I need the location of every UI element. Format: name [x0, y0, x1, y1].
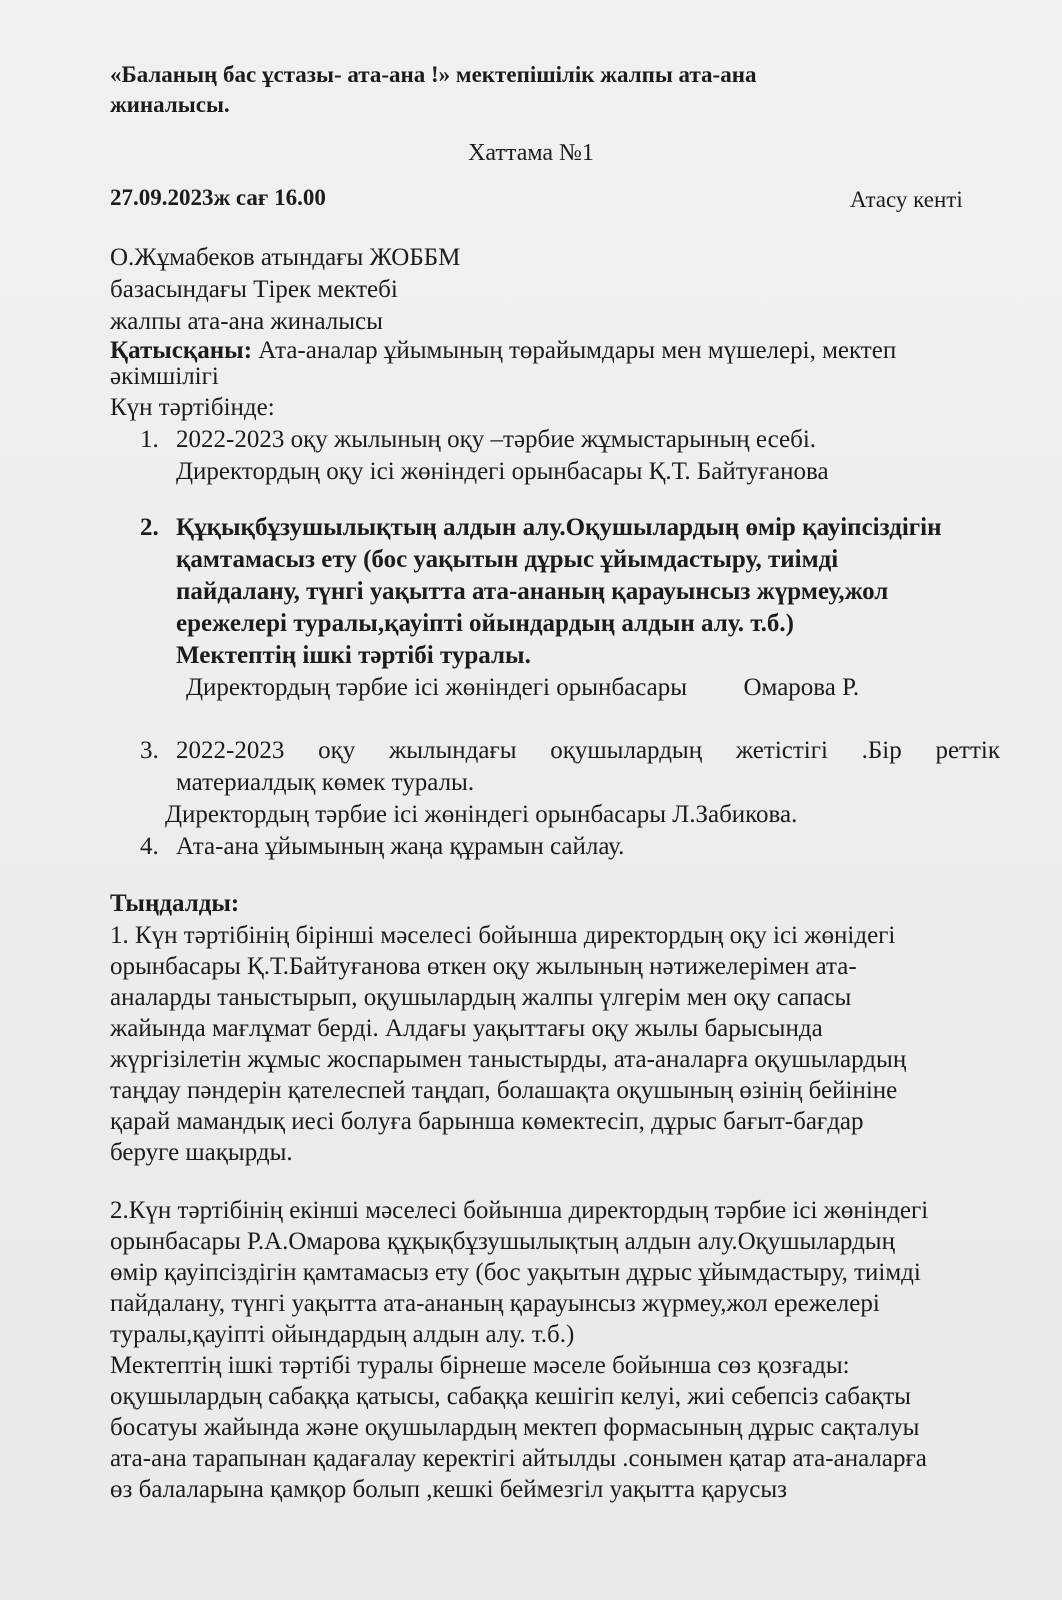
paragraph-line: қарай мамандық иесі болуға барынша көмектесіп, дұрыс бағыт-бағдар — [110, 1108, 864, 1135]
agenda-item-text: қамтамасыз ету (бос уақытын дұрыс ұйымдастыру, тиімді — [176, 546, 839, 573]
agenda-item-responsible: Директордың тәрбие ісі жөніндегі орынбасары Л.Забикова. — [165, 801, 798, 828]
paragraph-line: ата-ана тарапынан қадағалау керектігі айтылды .сонымен қатар ата-аналарға — [110, 1445, 927, 1472]
paragraph-line: таңдау пәндерін қателеспей таңдап, болашақта оқушының өзінің бейініне — [110, 1077, 898, 1104]
attendees-text: әкімшілігі — [110, 363, 219, 390]
paragraph-line: беруге шақырды. — [110, 1139, 293, 1166]
agenda-item — [140, 424, 1000, 488]
agenda-label: Күн тәртібінде: — [110, 394, 275, 421]
agenda-item — [140, 831, 1000, 863]
paragraph-line: пайдалану, түнгі уақытта ата-ананың қарауынсыз жүрмеу,жол ережелері — [110, 1290, 880, 1317]
agenda-item-responsible: Директордың тәрбие ісі жөніндегі орынбасары Омарова Р. — [186, 674, 860, 701]
title-line: жиналысы. — [110, 92, 230, 117]
agenda-item-text: ережелері туралы,қауіпті ойындардың алдын алу. т.б.) — [176, 610, 794, 637]
attendees-block — [110, 338, 1000, 390]
paragraph-line: жайында мағлұмат берді. Алдағы уақыттағы оқу жылы барысында — [110, 1015, 823, 1042]
paragraph-line: өмір қауіпсіздігін қамтамасыз ету (бос уақытын дұрыс ұйымдастыру, тиімді — [110, 1259, 921, 1286]
org-line: жалпы ата-ана жиналысы — [110, 308, 383, 335]
meeting-date: 27.09.2023ж сағ 16.00 — [110, 185, 326, 210]
heard-label: Тыңдалды: — [110, 890, 240, 917]
organization-block — [110, 242, 1000, 338]
paragraph-line: орынбасары Қ.Т.Байтуғанова өткен оқу жылының нәтижелерімен ата- — [110, 953, 857, 980]
paragraph-line: туралы,қауіпті ойындардың алдын алу. т.б.) — [110, 1321, 575, 1348]
agenda-item-text: Құқықбұзушылықтың алдын алу.Оқушылардың өмір қауіпсіздігін — [176, 514, 942, 541]
meeting-title — [110, 60, 870, 120]
agenda-item — [140, 512, 1000, 672]
paragraph-line: Мектептің ішкі тәртібі туралы бірнеше мәселе бойынша сөз қозғады: — [110, 1352, 850, 1379]
paragraph-line: жүргізілетін жұмыс жоспарымен таныстырды, ата-аналарға оқушылардың — [110, 1046, 907, 1073]
paragraph-line: 1. Күн тәртібінің бірінші мәселесі бойынша директордың оқу ісі жөнідегі — [110, 922, 896, 949]
paragraph-line: өз балаларына қамқор болып ,кешкі беймезгіл уақытта қарусыз — [110, 1476, 788, 1503]
org-line: О.Жұмабеков атындағы ЖОББМ — [110, 244, 461, 271]
agenda-item-text: материалдық көмек туралы. — [176, 769, 475, 796]
agenda-item-text: пайдалану, түнгі уақытта ата-ананың қарауынсыз жүрмеу,жол — [176, 578, 889, 605]
responsible-name: Омарова Р. — [743, 674, 860, 701]
agenda-item-number: 1. — [140, 426, 159, 453]
agenda-item-responsible: Директордың оқу ісі жөніндегі орынбасары Қ.Т. Байтуғанова — [176, 458, 829, 485]
agenda-item — [140, 735, 1000, 799]
agenda-item-number: 2. — [140, 514, 159, 541]
heard-paragraph-2 — [110, 1195, 1000, 1505]
paragraph-line: 2.Күн тәртібінің екінші мәселесі бойынша директордың тәрбие ісі жөніндегі — [110, 1197, 929, 1224]
attendees-text: Ата-аналар ұйымының төрайымдары мен мүшелері, мектеп — [258, 337, 897, 364]
paragraph-line: босатуы жайында және оқушылардың мектеп формасының дұрыс сақталуы — [110, 1414, 920, 1441]
paragraph-line: оқушылардың сабаққа қатысы, сабаққа кешігіп келуі, жиі себепсіз сабақты — [110, 1383, 911, 1410]
meeting-place: Атасу кенті — [850, 187, 963, 212]
protocol-number: Хаттама №1 — [468, 140, 594, 166]
agenda-item-number: 4. — [140, 833, 159, 860]
paragraph-line: орынбасары Р.А.Омарова құқықбұзушылықтың алдын алу.Оқушылардың — [110, 1228, 895, 1255]
agenda-item-text: Ата-ана ұйымының жаңа құрамын сайлау. — [176, 833, 625, 860]
heard-paragraph-1 — [110, 920, 1000, 1168]
attendees-label: Қатысқаны: — [110, 337, 253, 364]
agenda-item-text: 2022-2023 оқу жылындағы оқушылардың жетістігі .Бір реттік — [176, 737, 1000, 764]
agenda-item-text: Мектептің ішкі тәртібі туралы. — [176, 642, 531, 669]
org-line: базасындағы Тірек мектебі — [110, 276, 398, 303]
agenda-item-number: 3. — [140, 737, 159, 764]
title-line: «Баланың бас ұстазы- ата-ана !» мектепішілік жалпы ата-ана — [110, 62, 757, 87]
paragraph-line: аналарды таныстырып, оқушылардың жалпы үлгерім мен оқу сапасы — [110, 984, 852, 1011]
agenda-item-text: 2022-2023 оқу жылының оқу –тәрбие жұмыстарының есебі. — [176, 426, 817, 453]
